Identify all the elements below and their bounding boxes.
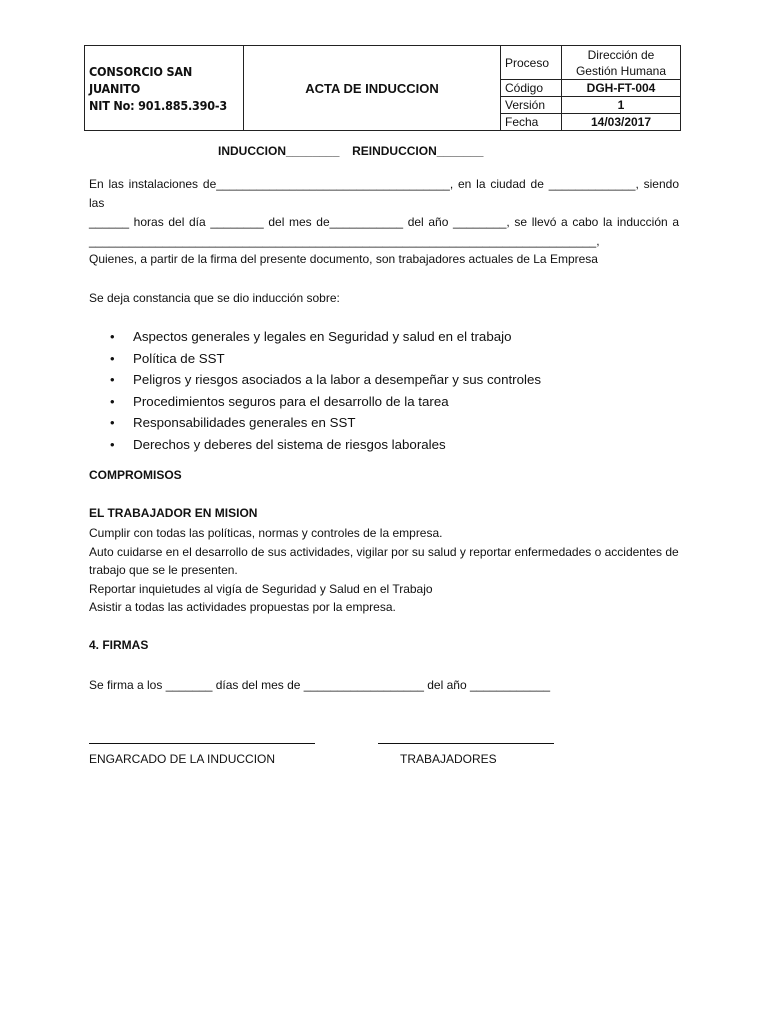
signature-line-right [378, 743, 554, 744]
row-label-version: Versión [501, 97, 562, 114]
intro-paragraph [89, 175, 679, 251]
list-item: • Política de SST [110, 348, 541, 370]
reinduccion-field: REINDUCCION_______ [352, 144, 484, 158]
firmas-heading: 4. FIRMAS [89, 638, 149, 652]
row-label-codigo: Código [501, 80, 562, 97]
header-table [84, 45, 681, 131]
intro-line-2: ______ horas del día ________ del mes de___________ del año ________, se llevó a cabo la inducción a [89, 215, 679, 229]
list-item: • Responsabilidades generales en SST [110, 412, 541, 434]
commitment-line: Asistir a todas las actividades propuestas por la empresa. [89, 600, 396, 614]
list-item: • Procedimientos seguros para el desarrollo de la tarea [110, 391, 541, 413]
compromisos-heading: COMPROMISOS [89, 468, 182, 482]
row-label-proceso: Proceso [501, 46, 562, 80]
commitment-line: Reportar inquietudes al vigía de Seguridad y Salud en el Trabajo [89, 581, 433, 596]
document-title: ACTA DE INDUCCION [244, 46, 501, 131]
trabajador-heading: EL TRABAJADOR EN MISION [89, 506, 258, 520]
row-value-proceso: Dirección de Gestión Humana [562, 46, 681, 80]
row-value-codigo: DGH-FT-004 [562, 80, 681, 97]
row-value-version: 1 [562, 97, 681, 114]
induction-type-line [218, 144, 483, 158]
trabajador-commitments [89, 524, 679, 617]
row-value-fecha: 14/03/2017 [562, 114, 681, 131]
firma-date-line: Se firma a los _______ días del mes de __________________ del año ____________ [89, 678, 551, 692]
induccion-field: INDUCCION________ [218, 144, 340, 158]
signature-label-left: ENGARCADO DE LA INDUCCION [89, 752, 276, 766]
row-label-fecha: Fecha [501, 114, 562, 131]
company-nit: NIT No: 901.885.390-3 [89, 97, 227, 113]
signature-line-left [89, 743, 315, 744]
constancia-text: Se deja constancia que se dio inducción sobre: [89, 291, 340, 305]
list-item: • Derechos y deberes del sistema de riesgos laborales [110, 434, 541, 456]
list-item: • Aspectos generales y legales en Seguridad y salud en el trabajo [110, 326, 541, 348]
signature-label-right: TRABAJADORES [400, 752, 497, 766]
list-item: • Peligros y riesgos asociados a la labor a desempeñar y sus controles [110, 369, 541, 391]
quienes-text: Quienes, a partir de la firma del presente documento, son trabajadores actuales de La Empresa [89, 252, 598, 266]
intro-line-3: ____________________________________________________________________________, [89, 234, 600, 248]
topics-list [110, 326, 541, 455]
commitment-line: Auto cuidarse en el desarrollo de sus actividades, vigilar por su salud y reportar enfermedades o accidentes de [89, 544, 679, 559]
company-cell [85, 46, 244, 131]
commitment-line: Cumplir con todas las políticas, normas y controles de la empresa. [89, 526, 443, 540]
commitment-line: trabajo que se le presenten. [89, 563, 238, 577]
intro-line-1: En las instalaciones de___________________________________, en la ciudad de _____________, siendo las [89, 177, 679, 210]
company-name: CONSORCIO SAN JUANITO [89, 63, 193, 96]
